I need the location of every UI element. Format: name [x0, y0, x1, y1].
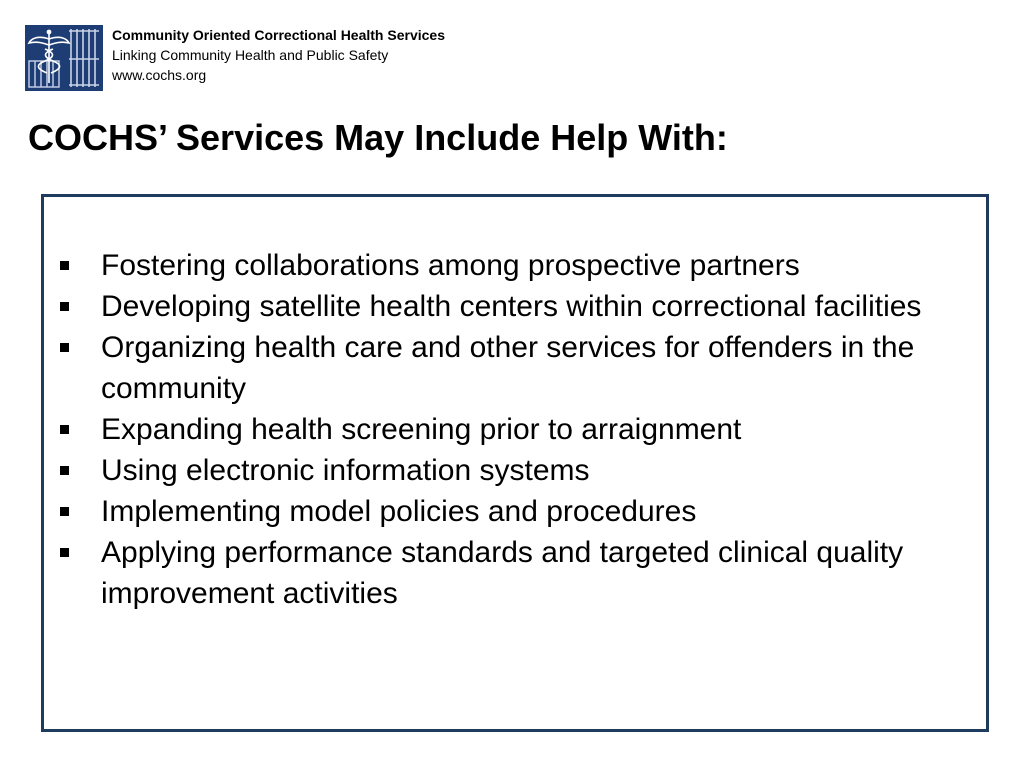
org-url[interactable]: www.cochs.org	[112, 67, 207, 83]
bullet-text: Implementing model policies and procedures	[101, 495, 697, 528]
bullet-item-model-policies	[58, 491, 986, 532]
bullet-item-health-screening	[58, 409, 986, 450]
content-box	[41, 194, 989, 732]
square-bullet-icon	[60, 425, 69, 434]
org-info	[112, 25, 592, 85]
bullet-text: Developing satellite health centers within correctional facilities	[101, 290, 922, 323]
org-tagline: Linking Community Health and Public Safety	[112, 47, 389, 63]
bullet-item-satellite-health-centers	[58, 286, 986, 327]
org-name: Community Oriented Correctional Health Services	[112, 27, 445, 43]
bullet-text: Using electronic information systems	[101, 454, 590, 487]
cochs-logo-icon	[25, 25, 103, 91]
bullet-item-performance-standards	[58, 532, 986, 614]
square-bullet-icon	[60, 302, 69, 311]
square-bullet-icon	[60, 548, 69, 557]
bullet-text: Applying performance standards and targeted clinical quality improvement activities	[101, 536, 904, 610]
square-bullet-icon	[60, 466, 69, 475]
bullet-text: Expanding health screening prior to arraignment	[101, 413, 742, 446]
square-bullet-icon	[60, 261, 69, 270]
square-bullet-icon	[60, 343, 69, 352]
slide-title: COCHS’ Services May Include Help With:	[28, 117, 728, 158]
bullet-list	[58, 245, 986, 614]
square-bullet-icon	[60, 507, 69, 516]
bullet-text: Fostering collaborations among prospective partners	[101, 249, 800, 282]
bullet-item-fostering-collaborations	[58, 245, 986, 286]
bullet-text: Organizing health care and other services for offenders in the community	[101, 331, 915, 405]
bullet-item-organizing-health-care	[58, 327, 986, 409]
bullet-item-electronic-information	[58, 450, 986, 491]
